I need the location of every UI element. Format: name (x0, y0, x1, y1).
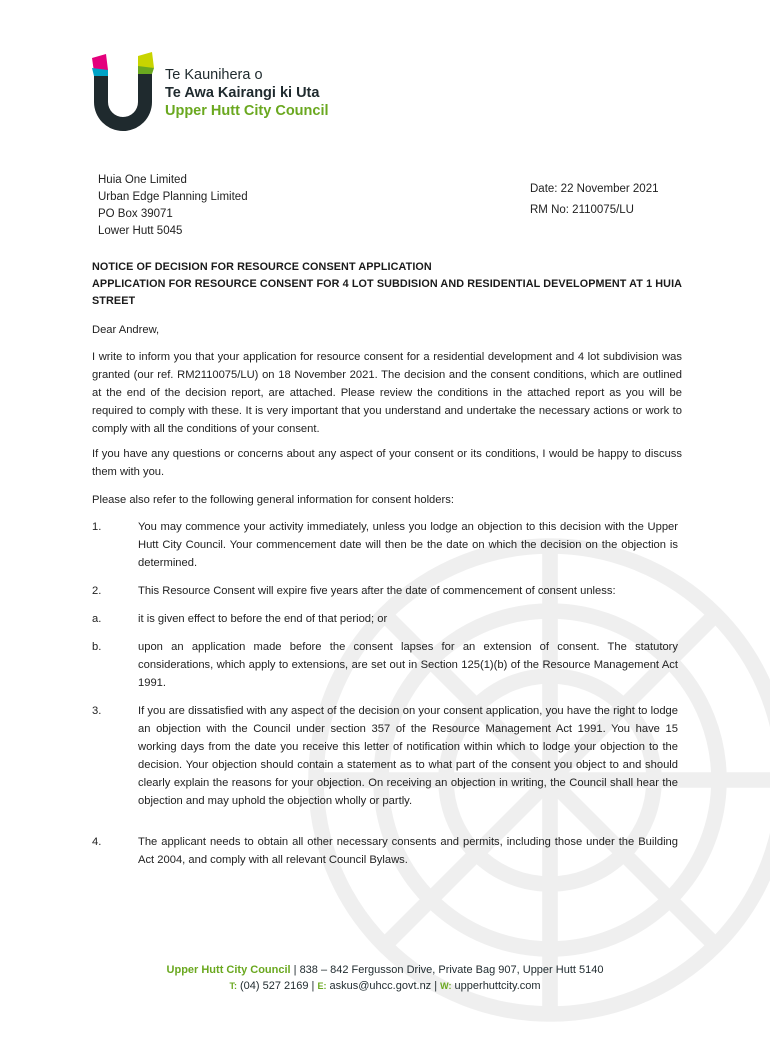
council-name-line3: Upper Hutt City Council (165, 103, 329, 119)
council-logo-mark-icon (88, 52, 158, 134)
footer-org: Upper Hutt City Council (166, 964, 291, 976)
list-text: This Resource Consent will expire five years after the date of commencement of consent unless: (138, 585, 616, 597)
footer-address: | 838 – 842 Fergusson Drive, Private Bag 907, Upper Hutt 5140 (290, 964, 604, 976)
recipient-line: PO Box 39071 (98, 208, 173, 220)
footer-email[interactable]: askus@uhcc.govt.nz | (326, 980, 441, 992)
list-marker: 2. (92, 585, 102, 597)
footer-email-label: E: (317, 981, 327, 991)
list-marker: 4. (92, 836, 102, 848)
letter-meta (530, 183, 659, 216)
council-logo (88, 52, 358, 134)
council-name (165, 66, 329, 120)
rm-number: RM No: 2110075/LU (530, 204, 634, 216)
paragraph-questions: If you have any questions or concerns about any aspect of your consent or its conditions, I would be happy to discuss them with you. (92, 448, 682, 478)
paragraph-intro: I write to inform you that your application for resource consent for a residential development and 4 lot subdivision was granted (our ref. RM2110075/LU) on 18 November 2021. The decision and the consent conditions, which are outlined at the end of the decision report, are attached. Please review the conditions in the attached report as you will be required to comply with these. It is very important that you understand and undertake the necessary actions or work to comply with all the conditions of your consent. (92, 351, 682, 435)
list-text: The applicant needs to obtain all other necessary consents and permits, including those under the Building Act 2004, and comply with all relevant Council Bylaws. (138, 836, 678, 866)
letter-heading (92, 259, 692, 310)
list-text: You may commence your activity immediately, unless you lodge an objection to this decision with the Upper Hutt City Council. Your commencement date will then be the date on which the decision on the objection is determined. (138, 521, 678, 569)
recipient-line: Urban Edge Planning Limited (98, 191, 248, 203)
footer-website[interactable]: upperhuttcity.com (451, 980, 541, 992)
list-text: it is given effect to before the end of that period; or (138, 613, 388, 625)
heading-line1: NOTICE OF DECISION FOR RESOURCE CONSENT APPLICATION (92, 261, 432, 273)
list-marker: 3. (92, 705, 102, 717)
list-marker: 1. (92, 521, 102, 533)
council-name-line1: Te Kaunihera o (165, 67, 263, 83)
footer-phone-label: T: (229, 981, 237, 991)
heading-line2: APPLICATION FOR RESOURCE CONSENT FOR 4 LOT SUBDISION AND RESIDENTIAL DEVELOPMENT AT 1 HUIA STREET (92, 278, 682, 307)
footer-line2 (0, 978, 770, 994)
list-text: upon an application made before the consent lapses for an extension of consent. The statutory considerations, which apply to extensions, are set out in Section 125(1)(b) of the Resource Management Act 1991. (138, 641, 678, 689)
council-name-line2: Te Awa Kairangi ki Uta (165, 85, 320, 101)
letter-date: Date: 22 November 2021 (530, 183, 659, 195)
paragraph-refer: Please also refer to the following general information for consent holders: (92, 494, 454, 506)
recipient-address (98, 172, 248, 240)
greeting: Dear Andrew, (92, 324, 160, 336)
list-text: If you are dissatisfied with any aspect of the decision on your consent application, you have the right to lodge an objection with the Council under section 357 of the Resource Management Act 1991. You have 15 working days from the date you receive this letter of notification within which to lodge your objection to the decision. Your objection should contain a statement as to what part of the consent you object to and should clearly explain the reasons for your objection. On receiving an objection in writing, the Council shall hear the objection and may uphold the objection wholly or partly. (138, 705, 678, 807)
recipient-line: Huia One Limited (98, 174, 187, 186)
list-marker: a. (92, 613, 102, 625)
list-marker: b. (92, 641, 102, 653)
footer-web-label: W: (440, 981, 452, 991)
footer-phone: (04) 527 2169 | (236, 980, 318, 992)
recipient-line: Lower Hutt 5045 (98, 225, 183, 237)
letter-footer (0, 962, 770, 994)
footer-line1 (0, 962, 770, 978)
